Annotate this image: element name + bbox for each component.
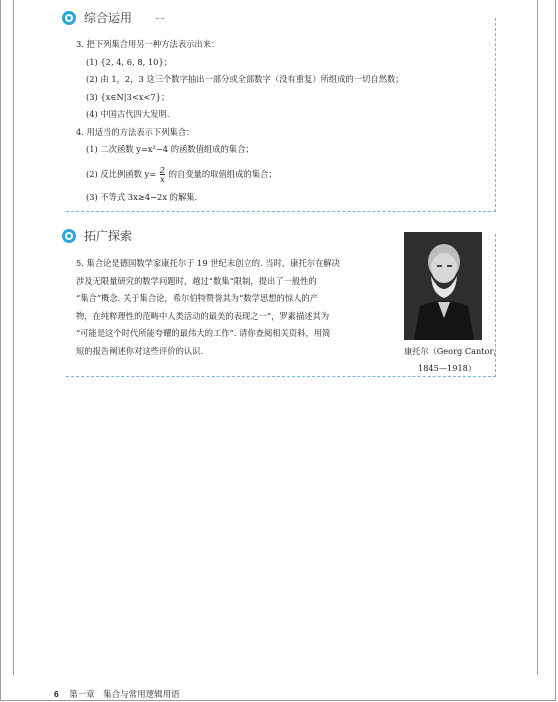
question-3-part-1: (1) {2, 4, 6, 8, 10}； — [86, 57, 173, 67]
page-number: 6 — [54, 689, 59, 699]
question-4-part-2-lead: (2) 反比例函数 y= — [86, 169, 157, 179]
paragraph-line: “可能是这个时代所能夸耀的最伟大的工作”. 请你查阅相关资料，用简 — [76, 328, 331, 338]
question-4-part-3: (3) 不等式 3x≥4−2x 的解集. — [86, 192, 198, 202]
photo-caption-line-2: 1845—1918） — [418, 363, 477, 373]
cantor-portrait — [404, 232, 482, 340]
question-4-part-2 — [86, 166, 277, 183]
paragraph-line: 涉及无限量研究的数学问题时，越过“数集”限制，提出了一般性的 — [76, 275, 317, 286]
page-footer — [54, 688, 180, 700]
explore-paragraph — [76, 255, 396, 360]
paragraph-line: 短的报告阐述你对这些评价的认识. — [76, 345, 204, 356]
section-title: 综合运用 — [84, 11, 133, 25]
fraction-denominator: x — [160, 174, 165, 184]
question-3: 3. 把下列集合用另一种方法表示出来： — [76, 39, 220, 49]
paragraph-line: 5. 集合论是德国数学家康托尔于 19 世纪末创立的. 当时，康托尔在解决 — [76, 258, 340, 268]
question-4: 4. 用适当的方法表示下列集合： — [76, 127, 195, 137]
fraction — [160, 166, 165, 183]
section-title: 拓广探索 — [84, 229, 133, 243]
question-4-part-2-tail: 的自变量的取值组成的集合； — [168, 169, 277, 179]
paragraph-line: “集合”概念. 关于集合论，希尔伯特赞誉其为“数学思想的惊人的产 — [76, 293, 319, 303]
question-3-part-4: (4) 中国古代四大发明. — [86, 109, 170, 119]
question-4-part-1: (1) 二次函数 y=x²−4 的函数值组成的集合； — [86, 144, 254, 154]
paragraph-line: 物，在纯粹理性的范畴中人类活动的最美的表现之一”，罗素描述其为 — [76, 310, 330, 321]
question-3-part-3: (3) {x∈N|3<x<7}； — [86, 92, 170, 102]
photo-caption-line-1: 康托尔（Georg Cantor， — [404, 346, 502, 356]
fraction-numerator: 2 — [159, 165, 166, 175]
chapter-title: 第一章 集合与常用逻辑用语 — [69, 689, 180, 699]
question-3-part-2: (2) 由 1，2，3 这三个数字抽出一部分或全部数字（没有重复）所组成的一切自然数； — [86, 74, 404, 84]
